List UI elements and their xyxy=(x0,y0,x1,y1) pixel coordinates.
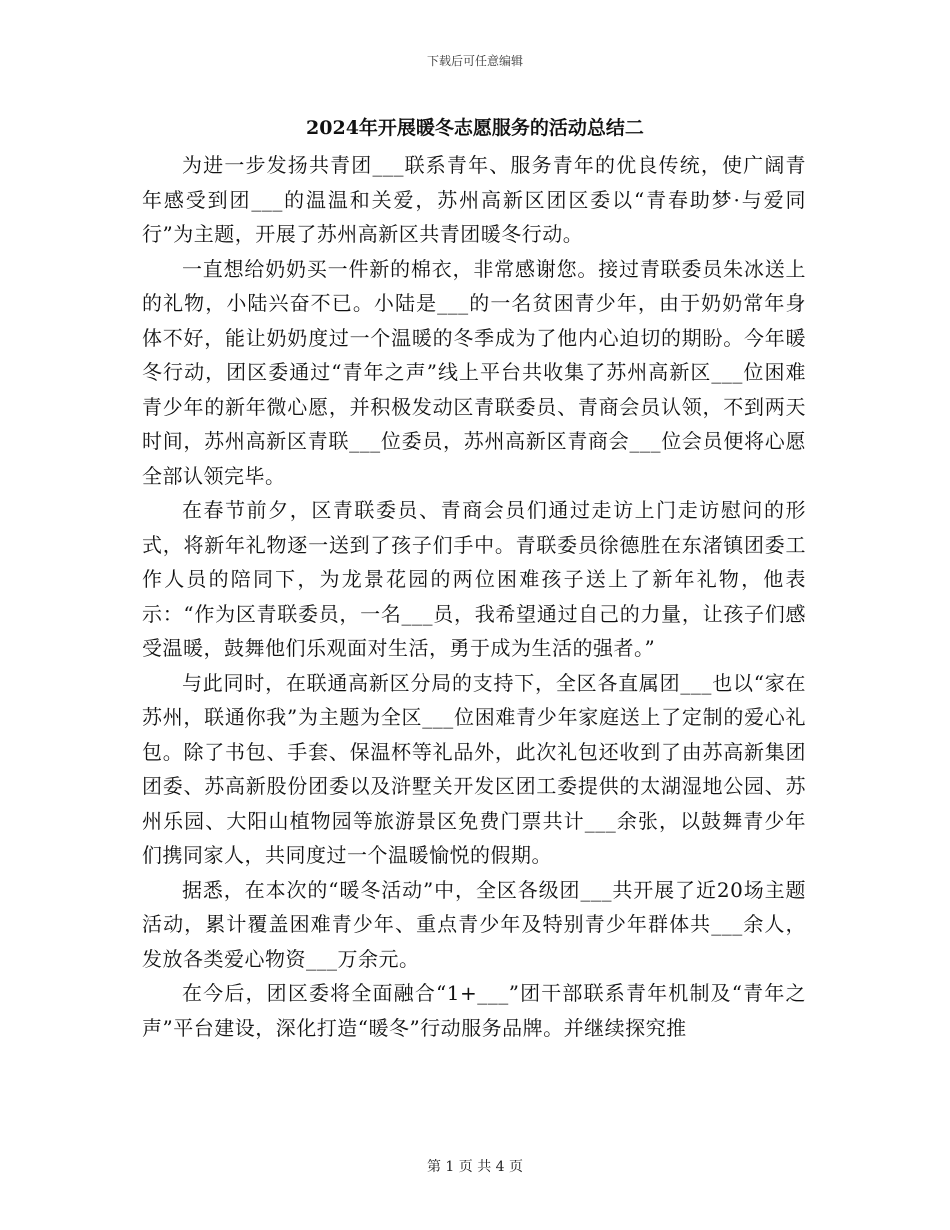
document-body xyxy=(142,148,806,1045)
paragraph: 一直想给奶奶买一件新的棉衣，非常感谢您。接过青联委员朱冰送上的礼物，小陆兴奋不已。小陆是___的一名贫困青少年，由于奶奶常年身体不好，能让奶奶度过一个温暖的冬季成为了他内心迫切的期盼。今年暖冬行动，团区委通过“青年之声”线上平台共收集了苏州高新区___位困难青少年的新年微心愿，并积极发动区青联委员、青商会员认领，不到两天时间，苏州高新区青联___位委员，苏州高新区青商会___位会员便将心愿全部认领完毕。 xyxy=(142,256,806,488)
page-header: 下载后可任意编辑 xyxy=(426,54,523,68)
page-footer: 第 1 页 共 4 页 xyxy=(426,1159,524,1175)
paragraph: 为进一步发扬共青团___联系青年、服务青年的优良传统，使广阔青年感受到团___的温温和关爱，苏州高新区团区委以“青春助梦·与爱同行”为主题，开展了苏州高新区共青团暖冬行动。 xyxy=(142,153,806,246)
paragraph: 在春节前夕，区青联委员、青商会员们通过走访上门走访慰问的形式，将新年礼物逐一送到了孩子们手中。青联委员徐德胜在东渚镇团委工作人员的陪同下，为龙景花园的两位困难孩子送上了新年礼物，他表示：“作为区青联委员，一名___员，我希望通过自己的力量，让孩子们感受温暖，鼓舞他们乐观面对生活，勇于成为生活的强者。” xyxy=(142,498,806,660)
paragraph: 据悉，在本次的“暖冬活动”中，全区各级团___共开展了近20场主题活动，累计覆盖困难青少年、重点青少年及特别青少年群体共___余人，发放各类爱心物资___万余元。 xyxy=(142,877,806,971)
paragraph: 在今后，团区委将全面融合“1+___”团干部联系青年机制及“青年之声”平台建设，深化打造“暖冬”行动服务品牌。并继续探究推 xyxy=(142,981,806,1040)
document-title: 2024年开展暖冬志愿服务的活动总结二 xyxy=(306,117,644,139)
paragraph: 与此同时，在联通高新区分局的支持下，全区各直属团___也以“家在苏州，联通你我”为主题为全区___位困难青少年家庭送上了定制的爱心礼包。除了书包、手套、保温杯等礼品外，此次礼包还收到了由苏高新集团团委、苏高新股份团委以及浒墅关开发区团工委提供的太湖湿地公园、苏州乐园、大阳山植物园等旅游景区免费门票共计___余张，以鼓舞青少年们携同家人，共同度过一个温暖愉悦的假期。 xyxy=(142,670,806,867)
